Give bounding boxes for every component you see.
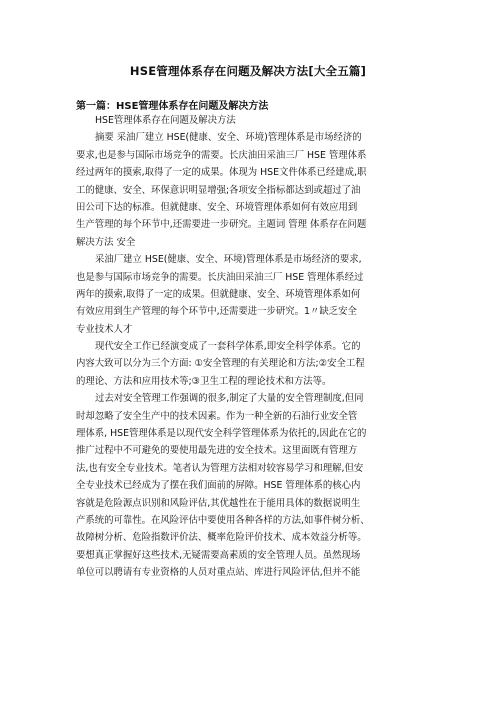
paragraph-line: 解决方法 安全: [76, 236, 136, 248]
paragraph-line: 两年的摸索,取得了一定的成果。但就健康、安全、环境管理体系如何: [76, 288, 361, 300]
paragraph-line: 推广过程中不可避免的要使用最先进的安全技术。这里面既有管理方: [76, 445, 358, 457]
paragraph-line: 要求,也是参与国际市场竞争的需要。长庆油田采油三厂 HSE 管理体系: [76, 149, 367, 161]
paragraph-line: 产系统的可靠性。在风险评估中要使用各种各样的方法,如事件树分析、: [76, 514, 370, 526]
paragraph-line: 理体系, HSE管理体系是以现代安全科学管理体系为依托的,因此在它的: [76, 428, 367, 440]
paragraph-line: 采油厂建立 HSE(健康、安全、环境)管理体系是市场经济的要求,: [95, 254, 362, 266]
paragraph-line: 经过两年的摸索,取得了一定的成果。体现为 HSE文件体系已经建成,职: [76, 167, 367, 179]
paragraph-line: 也是参与国际市场竞争的需要。长庆油田采油三厂 HSE 管理体系经过: [76, 271, 364, 283]
paragraph-line: 故障树分析、危险指数评价法、概率危险评价技术、成本效益分析等。: [76, 532, 367, 544]
paragraph-line: 田公司下达的标准。但就健康、安全、环境管理体系如何有效应用到: [76, 201, 358, 213]
paragraph-line: 专业技术人才: [76, 323, 133, 335]
paragraph-line: 法,也有安全专业技术。笔者认为管理方法相对较容易学习和理解,但安: [76, 462, 364, 474]
paragraph-line: 过去对安全管理工作强调的很多,制定了大量的安全管理制度,但同: [95, 393, 364, 405]
paragraph-line: 有效应用到生产管理的每个环节中,还需要进一步研究。1〃缺乏安全: [76, 306, 357, 318]
paragraph-line: 摘要 采油厂建立 HSE(健康、安全、环境)管理体系是市场经济的: [95, 132, 362, 144]
paragraph-line: 容就是危险源点识别和风险评估,其优越性在于能用具体的数据说明生: [76, 497, 361, 509]
paragraph-line: 的理论、方法和应用技术等;③卫生工程的理论技术和方法等。: [76, 375, 332, 387]
paragraph-line: 内容大致可以分为三个方面: ①安全管理的有关理论和方法;②安全工程: [76, 358, 365, 370]
section-heading: 第一篇：HSE管理体系存在问题及解决方法: [76, 101, 269, 112]
paragraph-line: 生产管理的每个环节中,还需要进一步研究。主题词 管理 体系存在问题: [76, 219, 367, 231]
paragraph-line: HSE管理体系存在问题及解决方法: [95, 115, 236, 126]
paragraph-line: 现代安全工作已经演变成了一套科学体系,即安全科学体系。它的: [95, 341, 361, 353]
paragraph-line: 单位可以聘请有专业资格的人员对重点站、库进行风险评估,但并不能: [76, 567, 361, 579]
paragraph-line: 工的健康、安全、环保意识明显增强;各项安全指标都达到或超过了油: [76, 184, 361, 196]
document-title: HSE管理体系存在问题及解决方法[大全五篇]: [129, 64, 367, 78]
paragraph-line: 全专业技术已经成为了摆在我们面前的屏障。HSE 管理体系的核心内: [76, 480, 361, 492]
paragraph-line: 要想真正掌握好这些技术,无疑需要高素质的安全管理人员。虽然现场: [76, 549, 361, 561]
paragraph-line: 时却忽略了安全生产中的技术因素。作为一种全新的石油行业安全管: [76, 410, 358, 422]
document-body: [76, 112, 428, 582]
